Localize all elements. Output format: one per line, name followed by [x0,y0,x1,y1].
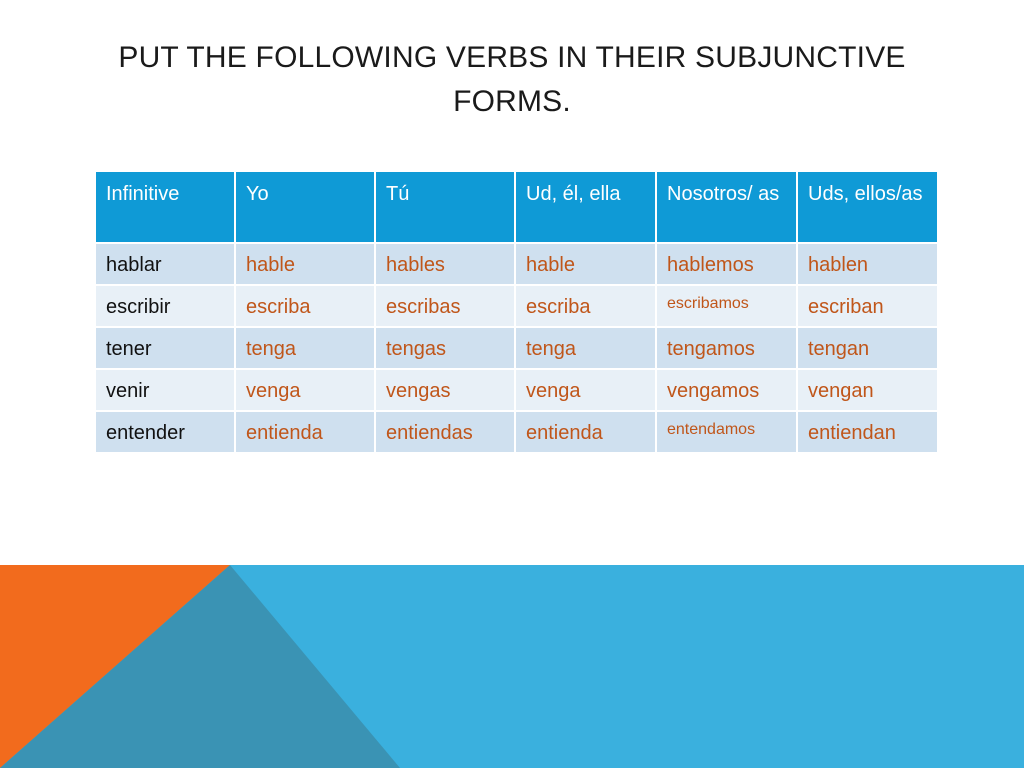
table-row [95,327,938,369]
header-infinitive: Infinitive [95,171,235,243]
table-row [95,243,938,285]
cell-form: entendamos [656,411,797,453]
cell-infinitive: hablar [95,243,235,285]
cell-form: hablen [797,243,938,285]
cell-form: hables [375,243,515,285]
slide-title: PUT THE FOLLOWING VERBS IN THEIR SUBJUNCTIVE FORMS. [118,41,906,118]
table-row [95,411,938,453]
cell-infinitive: tener [95,327,235,369]
table-row [95,369,938,411]
header-tu: Tú [375,171,515,243]
cell-form: escriba [515,285,656,327]
cell-form: escribamos [656,285,797,327]
cell-form: entienda [515,411,656,453]
cell-form: vengas [375,369,515,411]
cell-form: entiendas [375,411,515,453]
cell-form: venga [515,369,656,411]
cell-form: tengas [375,327,515,369]
cell-form: vengan [797,369,938,411]
header-uds-ellos: Uds, ellos/as [797,171,938,243]
cell-form: vengamos [656,369,797,411]
decorative-footer-band [0,565,1024,768]
header-nosotros: Nosotros/ as [656,171,797,243]
cell-form: entienda [235,411,375,453]
cell-form: venga [235,369,375,411]
cell-form: escriban [797,285,938,327]
cell-form: tenga [515,327,656,369]
subjunctive-table [94,170,939,454]
cell-form: escribas [375,285,515,327]
cell-form: tengan [797,327,938,369]
table-row [95,285,938,327]
cell-form: hable [515,243,656,285]
cell-form: tengamos [656,327,797,369]
cell-infinitive: escribir [95,285,235,327]
header-ud-el-ella: Ud, él, ella [515,171,656,243]
cell-form: entiendan [797,411,938,453]
cell-form: hable [235,243,375,285]
cell-form: hablemos [656,243,797,285]
cell-form: tenga [235,327,375,369]
header-yo: Yo [235,171,375,243]
table-header-row [95,171,938,243]
cell-infinitive: venir [95,369,235,411]
cell-form: escriba [235,285,375,327]
cell-infinitive: entender [95,411,235,453]
